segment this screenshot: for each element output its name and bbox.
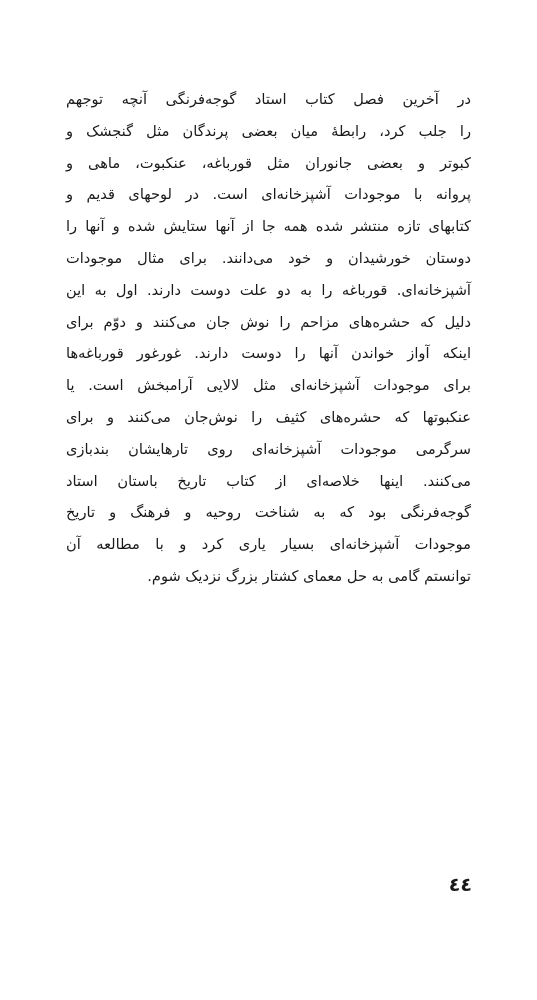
paragraph-line: موجودات آشپزخانه‌ای بسیار یاری کرد و با مطالعه آن: [66, 536, 471, 554]
paragraph-line: دلیل که حشره‌های مزاحم را نوش جان می‌کنند و دوّم برای: [66, 313, 471, 331]
paragraph-line: کتابهای تازه منتشر شده همه جا از آنها ستایش شده و آنها را: [66, 218, 471, 236]
paragraph-line: توانستم گامی به حل معمای کشتار بزرگ نزدیک شوم.: [147, 567, 471, 585]
paragraph-line: عنکبوتها که حشره‌های کثیف را نوش‌جان می‌کنند و برای: [66, 408, 471, 426]
paragraph-line: را جلب کرد، رابطهٔ میان بعضی پرندگان مثل گنجشک و: [66, 122, 471, 140]
paragraph-line: آشپزخانه‌ای. قورباغه را به دو علت دوست دارند. اول به این: [66, 281, 471, 299]
paragraph-line: سرگرمی موجودات آشپزخانه‌ای روی تارهایشان بندبازی: [66, 440, 471, 458]
paragraph-line: اینکه آواز خواندن آنها را دوست دارند. غورغور قورباغه‌ها: [66, 345, 471, 363]
paragraph-line: پروانه با موجودات آشپزخانه‌ای است. در لوحهای قدیم و: [66, 186, 471, 204]
paragraph-line: برای موجودات آشپزخانه‌ای مثل لالایی آرامبخش است. یا: [66, 377, 471, 395]
paragraph-line: می‌کنند. اینها خلاصه‌ای از کتاب تاریخ باستان استاد: [66, 472, 471, 490]
body-paragraph: [66, 84, 471, 593]
paragraph-line: گوجه‌فرنگی بود که به شناخت روحیه و فرهنگ و تاریخ: [66, 504, 471, 522]
page-number: ٤٤: [448, 874, 472, 896]
paragraph-line: کبوتر و بعضی جانوران مثل قورباغه، عنکبوت، ماهی و: [66, 154, 471, 172]
paragraph-line: دوستان خورشیدان و خود می‌دانند. برای مثال موجودات: [66, 249, 471, 267]
paragraph-line: در آخرین فصل کتاب استاد گوجه‌فرنگی آنچه توجهم: [66, 91, 471, 108]
